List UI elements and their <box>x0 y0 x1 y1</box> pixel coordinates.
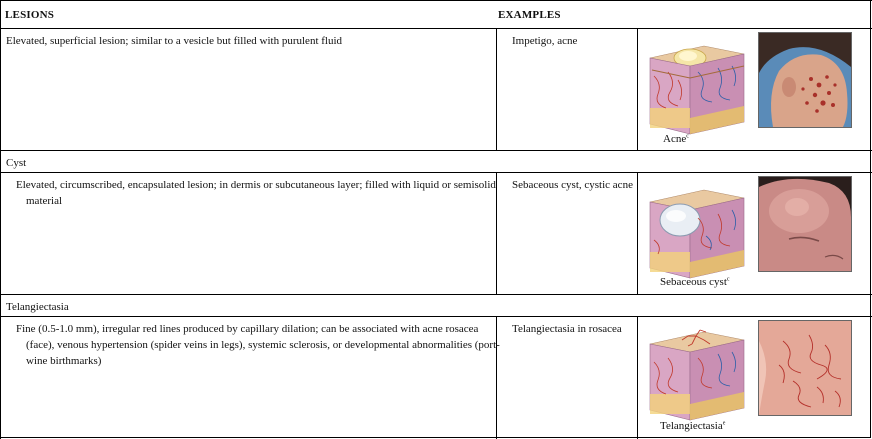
rosacea-cheek-photo-icon <box>758 320 852 416</box>
lesion-examples: Impetigo, acne <box>512 35 578 47</box>
row-divider <box>0 172 872 173</box>
image-caption: Telangiectasia$^e$ <box>660 420 726 432</box>
telangiectasia-skin-cross-section-icon <box>640 322 752 422</box>
row-divider <box>0 28 872 29</box>
lesion-description: Elevated, superficial lesion; similar to a vesicle but filled with purulent fluid <box>6 35 343 47</box>
table-left-border <box>0 0 1 439</box>
header-lesions: LESIONS <box>5 9 55 21</box>
column-divider <box>496 28 497 150</box>
lesion-examples: Sebaceous cyst, cystic acne <box>512 179 633 191</box>
image-caption: Sebaceous cyst$^c$ <box>660 276 730 288</box>
infant-face-photo-icon <box>758 176 852 272</box>
section-title: Telangiectasia <box>6 301 69 313</box>
header-examples: EXAMPLES <box>498 9 561 21</box>
image-caption: Acne$^c$ <box>663 133 689 145</box>
section-title: Cyst <box>6 157 27 169</box>
acne-face-photo-icon <box>758 32 852 128</box>
lesion-description: Fine (0.5-1.0 mm), irregular red lines produced by capillary dilation; can be associated with acne rosacea (face), venous hypertension (spider veins in legs), systemic sclerosis, or developmental abnormalities (port-wine birthmarks) <box>16 323 500 367</box>
row-divider <box>0 294 872 295</box>
lesion-description: Elevated, circumscribed, encapsulated lesion; in dermis or subcutaneous layer; filled with liquid or semisolid material <box>16 179 496 207</box>
row-divider <box>0 316 872 317</box>
cyst-skin-cross-section-icon <box>640 180 752 280</box>
pustule-skin-cross-section-icon <box>640 36 752 136</box>
lesion-examples: Telangiectasia in rosacea <box>512 323 622 335</box>
row-divider <box>0 150 872 151</box>
table-top-border <box>0 0 872 1</box>
